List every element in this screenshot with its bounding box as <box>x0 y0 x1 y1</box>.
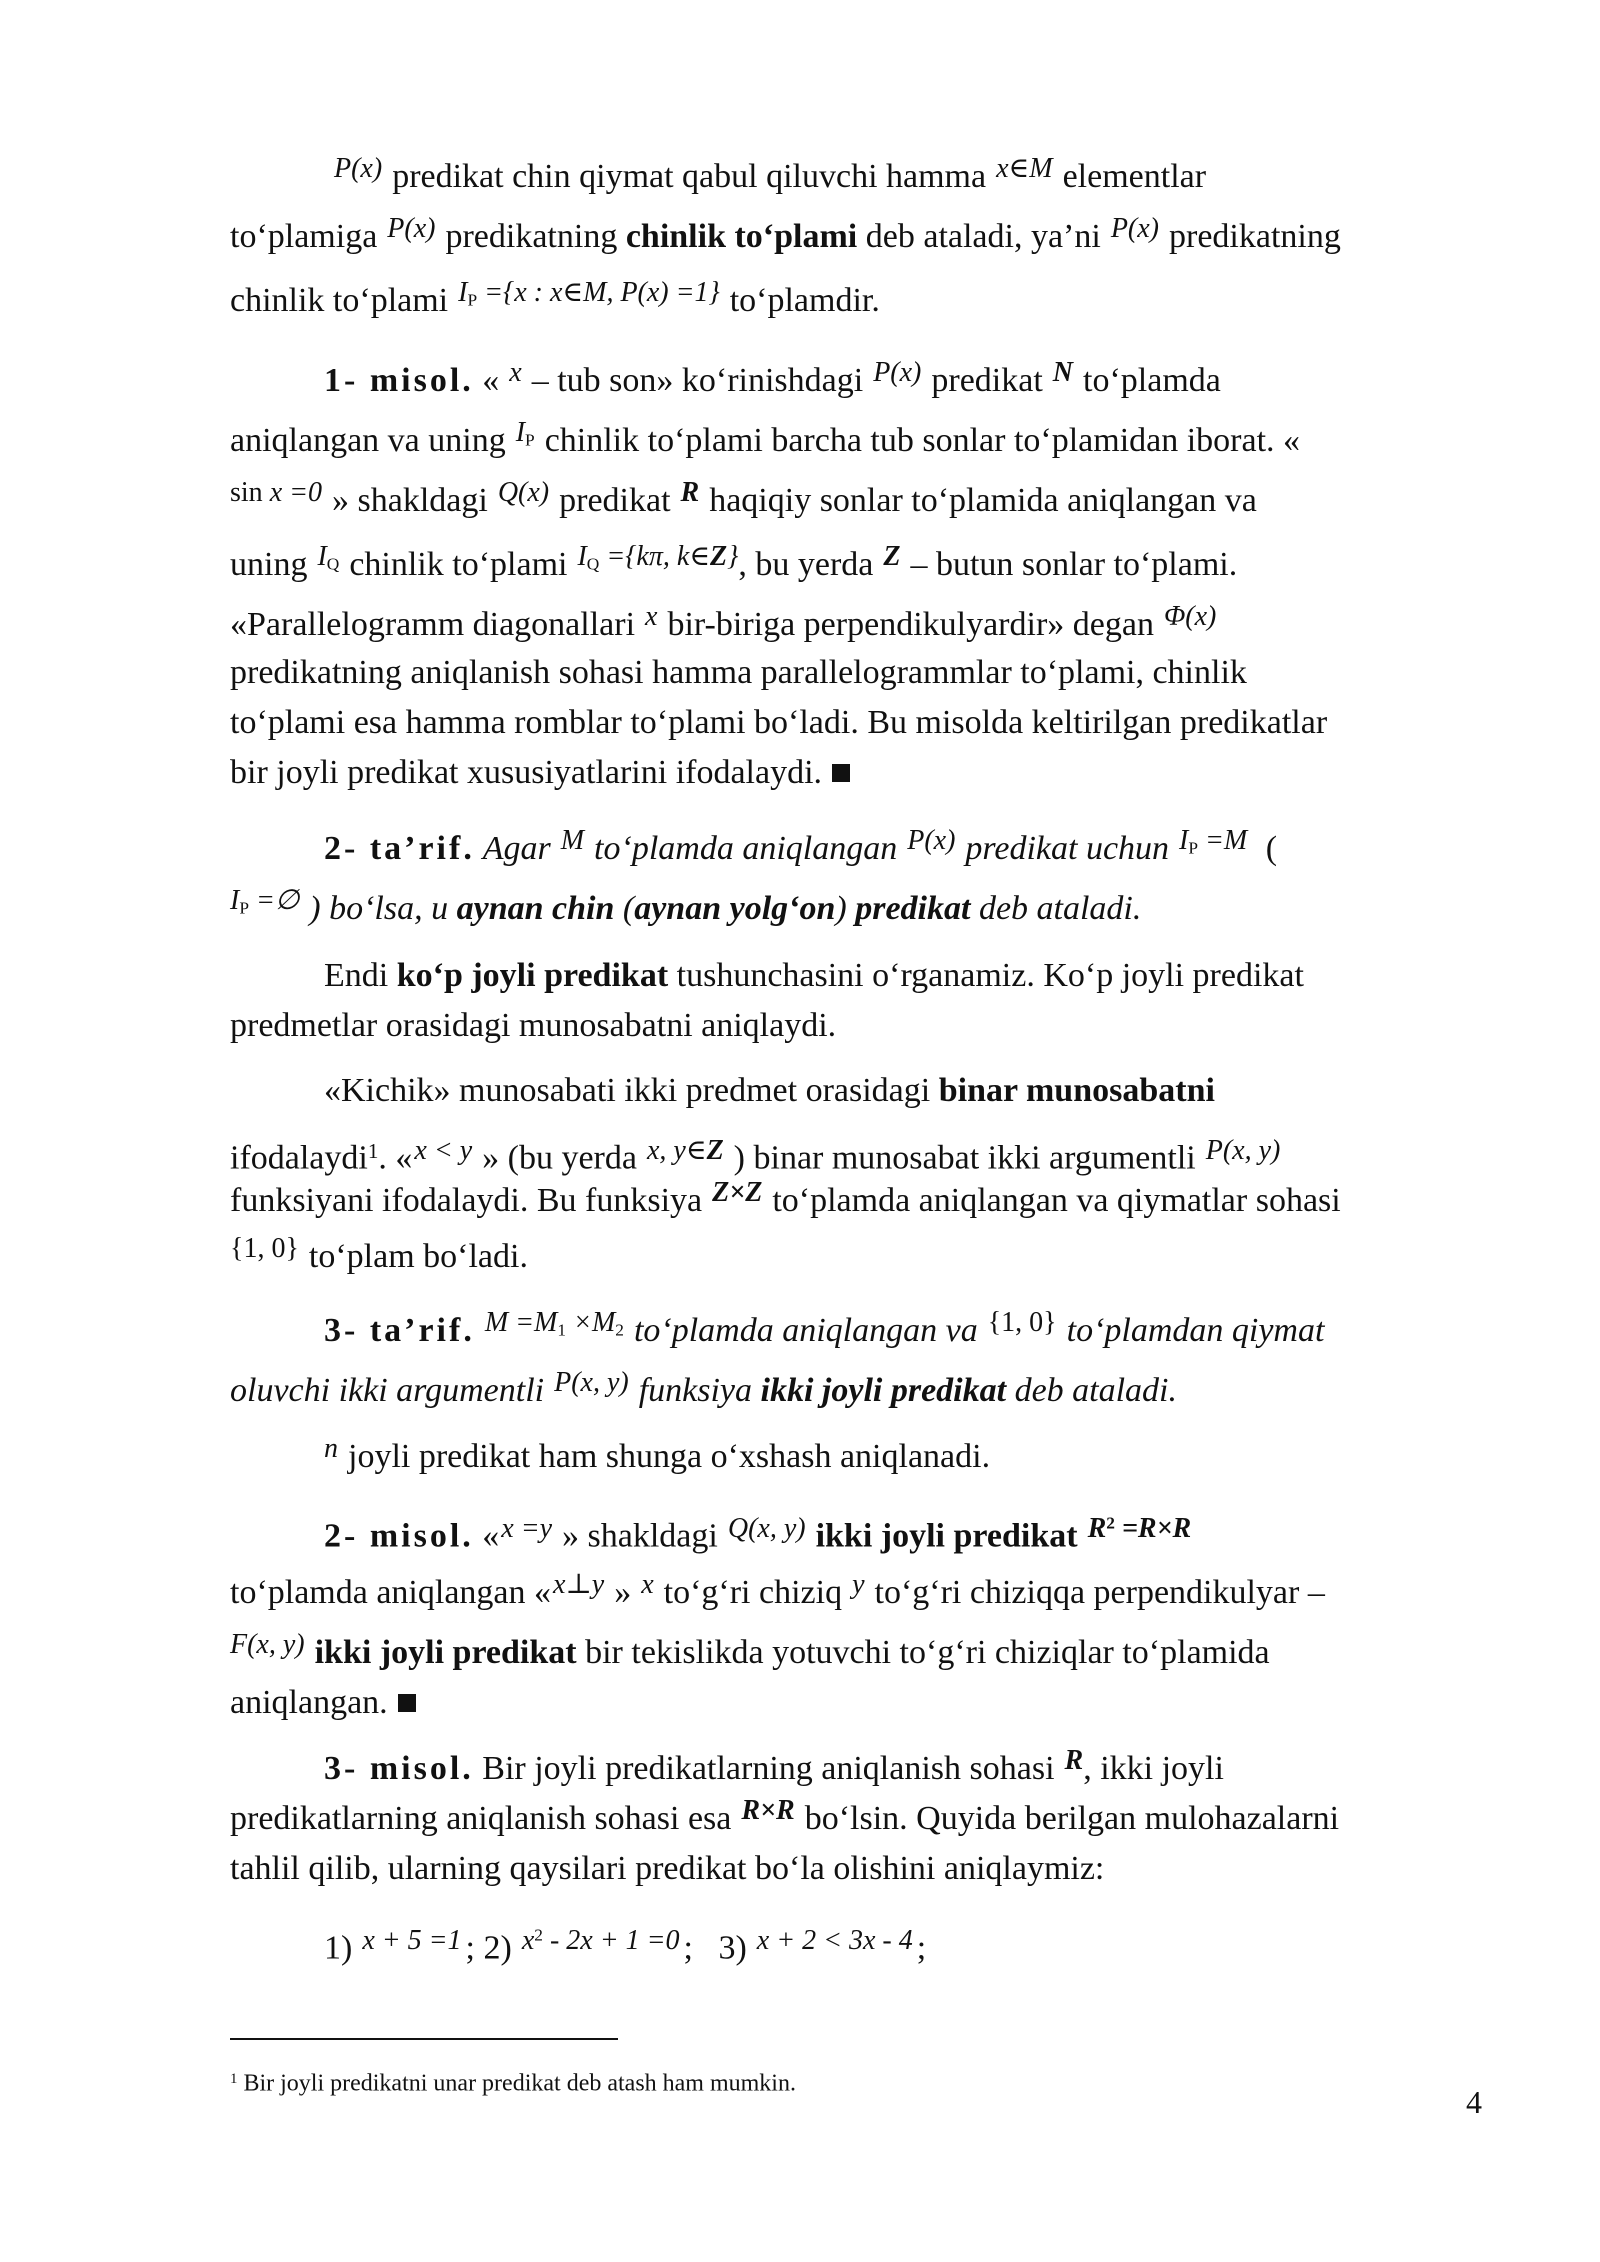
text-line: 2- misol. «$^{x =y}$ » shakldagi $^{Q(x, y)}$ ikki joyli predikat $^{R^2 =R\times R}$ <box>324 1512 1192 1555</box>
footnote-text: Bir joyli predikatni unar predikat deb atash ham mumkin. <box>243 2070 796 2097</box>
text-line: aniqlangan va uning $^{I_P}$ chinlik to‘plami barcha tub sonlar to‘plamidan iborat. « <box>230 417 1301 459</box>
text-line: predikatning aniqlanish sohasi hamma parallelogrammlar to‘plami, chinlik <box>230 654 1247 691</box>
math-expression: P(x) <box>334 153 383 184</box>
text-line: tahlil qilib, ularning qaysilari predikat bo‘la olishini aniqlaymiz: <box>230 1850 1105 1887</box>
text-line: aniqlangan. <box>230 1682 1490 1724</box>
text-line: to‘plamda aniqlangan «$^{x\perp y}$ » $^x$ to‘g‘ri chiziq $^y$ to‘g‘ri chiziqqa perpendikulyar – <box>230 1569 1325 1611</box>
footnote-number: 1 <box>230 2071 238 2087</box>
footnote-reference[interactable]: 1 <box>367 1139 379 1163</box>
text-line: uning $^{I_Q}$ chinlik to‘plami $^{I_Q =\{k\pi, k\in Z\}}$, bu yerda $^Z$ – butun sonlar to‘plami. <box>230 541 1238 583</box>
text-line: 1- misol. « $^x$ – tub son» ko‘rinishdagi $^{P(x)}$ predikat $^N$ to‘plamda <box>324 357 1221 399</box>
text-line: $^{F(x, y)}$ ikki joyli predikat bir tekislikda yotuvchi to‘g‘ri chiziqlar to‘plamida <box>230 1629 1270 1671</box>
text-line: «Kichik» munosabati ikki predmet orasidagi binar munosabatni <box>324 1072 1215 1109</box>
bold-term: chinlik to‘plami <box>625 218 858 255</box>
page-number: 4 <box>1466 2084 1482 2120</box>
text-line: ifodalaydi$^1$. «$^{x < y}$ » (bu yerda $^{x, y\in Z}$ ) binar munosabat ikki argumentli $^{P(x, y)}$ <box>230 1134 1281 1177</box>
text-line: $^{\{1, 0\}}$ to‘plam bo‘ladi. <box>230 1233 528 1275</box>
end-of-proof-square <box>398 1694 416 1712</box>
text-line: $^{P(x)}$ predikat chin qiymat qabul qiluvchi hamma $^{x\in M}$ elementlar <box>334 153 1207 195</box>
text-line: funksiyani ifodalaydi. Bu funksiya $^{Z\times Z}$ to‘plamda aniqlangan va qiymatlar sohasi <box>230 1177 1341 1219</box>
text-line: to‘plamiga $^{P(x)}$ predikatning chinlik to‘plami deb ataladi, ya’ni $^{P(x)}$ predikatning <box>230 213 1341 255</box>
text-line: predikatlarning aniqlanish sohasi esa $^{R\times R}$ bo‘lsin. Quyida berilgan mulohazalarni <box>230 1795 1340 1837</box>
definition-label: 2- ta’rif. <box>324 830 475 867</box>
text-line: 3- ta’rif. $^{M =M_1 \times M_2}$ to‘plamda aniqlangan va $^{\{1, 0\}}$ to‘plamdan qiymat <box>324 1307 1325 1349</box>
text-line: $^n$ joyli predikat ham shunga o‘xshash aniqlanadi. <box>324 1433 991 1475</box>
definition-label: 3- ta’rif. <box>324 1312 475 1349</box>
text-line: $^{I_P =\emptyset}$ ) bo‘lsa, u aynan chin (aynan yolg‘on) predikat deb ataladi. <box>230 885 1142 927</box>
text-line: $^{sin x =0}$ » shakldagi $^{Q(x)}$ predikat $^R$ haqiqiy sonlar to‘plamida aniqlangan va <box>230 477 1257 519</box>
example-label: 1- misol. <box>324 362 474 399</box>
text-line: «Parallelogramm diagonallari $^x$ bir-biriga perpendikulyardir» degan $^{\Phi(x)}$ <box>230 601 1217 643</box>
text-line: chinlik to‘plami $^{I_P =\{x : x\in M, P(x) =1\}}$ to‘plamdir. <box>230 277 880 319</box>
math-expression: IP ={x : x∈M, P(x) =1} <box>458 277 720 310</box>
example-label: 2- misol. <box>324 1517 474 1555</box>
text-line: Endi ko‘p joyli predikat tushunchasini o‘rganamiz. Ko‘p joyli predikat <box>324 957 1304 994</box>
text-line: bir joyli predikat xususiyatlarini ifodalaydi. <box>230 752 1490 794</box>
text-line: predmetlar orasidagi munosabatni aniqlaydi. <box>230 1007 837 1044</box>
end-of-proof-square <box>832 764 850 782</box>
math-expression: x∈M <box>996 153 1053 184</box>
footnote <box>230 2064 796 2098</box>
text-line: oluvchi ikki argumentli $^{P(x, y)}$ funksiya ikki joyli predikat deb ataladi. <box>230 1367 1178 1409</box>
equation-list: 1) $^{x + 5 =1}$ ; 2) $^{x^2 - 2x + 1 =0}$ ; 3) $^{x + 2 < 3x - 4}$ ; <box>324 1924 927 1967</box>
example-label: 3- misol. <box>324 1750 474 1787</box>
text-line: 2- ta’rif. Agar $^M$ to‘plamda aniqlangan $^{P(x)}$ predikat uchun $^{I_P =M}$ ( <box>324 825 1278 867</box>
footnote-divider <box>230 2038 618 2040</box>
text-line: to‘plami esa hamma romblar to‘plami bo‘ladi. Bu misolda keltirilgan predikatlar <box>230 704 1328 741</box>
text-line: 3- misol. Bir joyli predikatlarning aniqlanish sohasi $^R$, ikki joyli <box>324 1745 1224 1787</box>
